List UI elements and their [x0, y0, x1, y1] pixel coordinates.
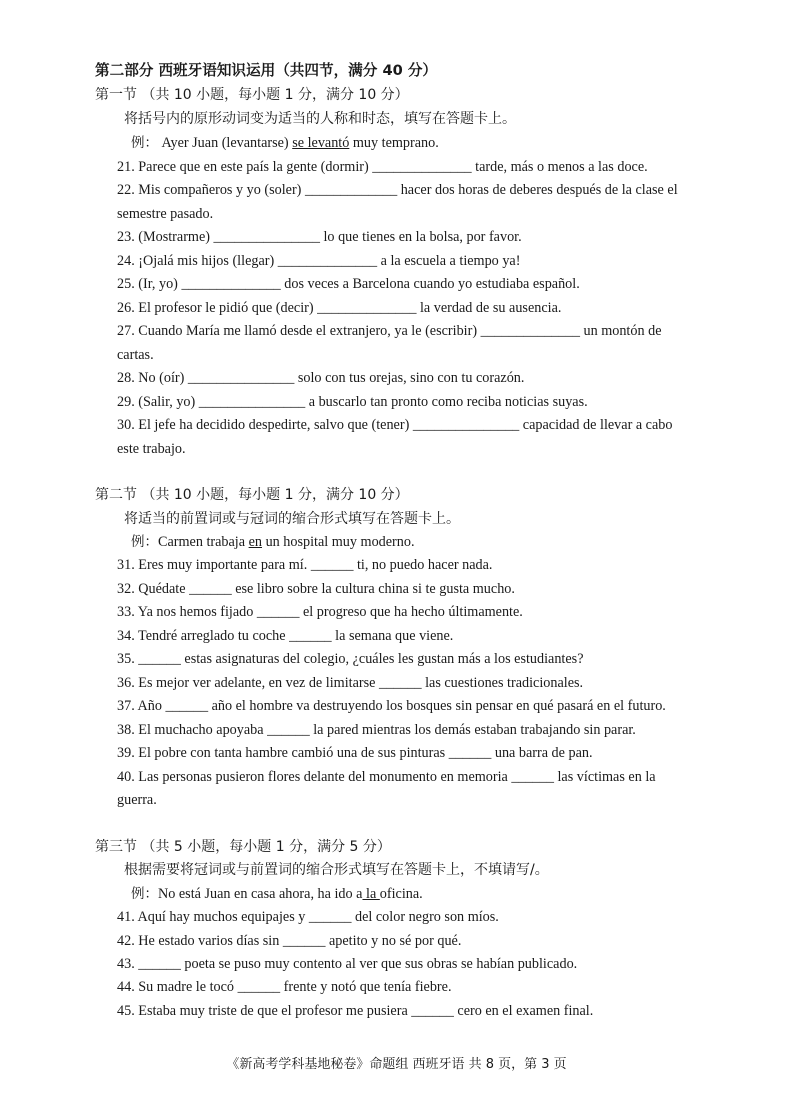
question-32: 32. Quédate ______ ese libro sobre la cultura china si te gusta mucho.: [117, 581, 515, 597]
question-30-cont: este trabajo.: [117, 441, 186, 457]
question-36: 36. Es mejor ver adelante, en vez de limitarse ______ las cuestiones tradicionales.: [117, 675, 584, 691]
question-42: 42. He estado varios días sin ______ apetito y no sé por qué.: [117, 933, 462, 949]
section-3-instruction: 根据需要将冠词或与前置词的缩合形式填写在答题卡上，不填请写/。: [124, 862, 549, 878]
question-34: 34. Tendré arreglado tu coche ______ la semana que viene.: [117, 628, 454, 644]
example-text-end: oficina.: [379, 886, 423, 902]
question-28: 28. No (oír) _______________ solo con tus orejas, sino con tu corazón.: [117, 370, 525, 386]
question-35: 35. ______ estas asignaturas del colegio, ¿cuáles les gustan más a los estudiantes?: [117, 651, 584, 667]
section-2-instruction: 将适当的前置词或与冠词的缩合形式填写在答题卡上。: [124, 511, 460, 527]
question-37: 37. Año ______ año el hombre va destruyendo los bosques sin pensar en qué pasará en el futuro.: [117, 698, 666, 714]
section-2-header: 第二节 （共 10 小题，每小题 1 分，满分 10 分）: [95, 487, 409, 503]
question-41: 41. Aquí hay muchos equipajes y ______ del color negro son míos.: [117, 909, 499, 925]
question-44: 44. Su madre le tocó ______ frente y notó que tenía fiebre.: [117, 979, 452, 995]
section-1-example: [131, 134, 439, 152]
question-40: 40. Las personas pusieron flores delante del monumento en memoria ______ las víctimas en la: [117, 769, 656, 785]
question-39: 39. El pobre con tanta hambre cambió una de sus pinturas ______ una barra de pan.: [117, 745, 593, 761]
question-40-cont: guerra.: [117, 792, 157, 808]
question-22: 22. Mis compañeros y yo (soler) _____________ hacer dos horas de deberes después de la clase el: [117, 182, 678, 198]
section-1-header: 第一节 （共 10 小题，每小题 1 分，满分 10 分）: [95, 87, 409, 103]
section-3-header: 第三节 （共 5 小题，每小题 1 分，满分 5 分）: [95, 839, 391, 855]
part-title: 第二部分 西班牙语知识运用（共四节，满分 40 分）: [95, 62, 438, 79]
section-1-instruction: 将括号内的原形动词变为适当的人称和时态，填写在答题卡上。: [124, 111, 516, 127]
question-26: 26. El profesor le pidió que (decir) ______________ la verdad de su ausencia.: [117, 300, 562, 316]
example-text: Ayer Juan (levantarse): [161, 135, 293, 151]
question-38: 38. El muchacho apoyaba ______ la pared mientras los demás estaban trabajando sin parar.: [117, 722, 636, 738]
section-3-example: [131, 885, 423, 903]
question-33: 33. Ya nos hemos fijado ______ el progreso que ha hecho últimamente.: [117, 604, 523, 620]
question-45: 45. Estaba muy triste de que el profesor me pusiera ______ cero en el examen final.: [117, 1003, 594, 1019]
question-29: 29. (Salir, yo) _______________ a buscarlo tan pronto como reciba noticias suyas.: [117, 394, 588, 410]
example-text-end: muy temprano.: [349, 135, 439, 151]
example-text: No está Juan en casa ahora, ha ido a: [158, 886, 363, 902]
example-answer: se levantó: [292, 135, 350, 151]
example-answer: en: [248, 534, 263, 550]
question-22-cont: semestre pasado.: [117, 206, 214, 222]
example-label: 例：: [131, 135, 158, 151]
example-label: 例：: [131, 886, 158, 902]
question-27-cont: cartas.: [117, 347, 154, 363]
question-30: 30. El jefe ha decidido despedirte, salvo que (tener) _______________ capacidad de llevar a cabo: [117, 417, 673, 433]
question-21: 21. Parece que en este país la gente (dormir) ______________ tarde, más o menos a las doce.: [117, 159, 648, 175]
question-27: 27. Cuando María me llamó desde el extranjero, ya le (escribir) ______________ un montón de: [117, 323, 662, 339]
question-43: 43. ______ poeta se puso muy contento al ver que sus obras se habían publicado.: [117, 956, 578, 972]
page-footer: 《新高考学科基地秘卷》命题组 西班牙语 共 8 页，第 3 页: [226, 1057, 567, 1072]
section-2-example: [131, 533, 415, 551]
example-answer: la: [362, 886, 380, 902]
example-text-end: un hospital muy moderno.: [262, 534, 415, 550]
question-23: 23. (Mostrarme) _______________ lo que tienes en la bolsa, por favor.: [117, 229, 522, 245]
question-24: 24. ¡Ojalá mis hijos (llegar) ______________ a la escuela a tiempo ya!: [117, 253, 521, 269]
question-31: 31. Eres muy importante para mí. ______ ti, no puedo hacer nada.: [117, 557, 493, 573]
example-text: Carmen trabaja: [158, 534, 249, 550]
example-label: 例：: [131, 534, 158, 550]
question-25: 25. (Ir, yo) ______________ dos veces a Barcelona cuando yo estudiaba español.: [117, 276, 580, 292]
